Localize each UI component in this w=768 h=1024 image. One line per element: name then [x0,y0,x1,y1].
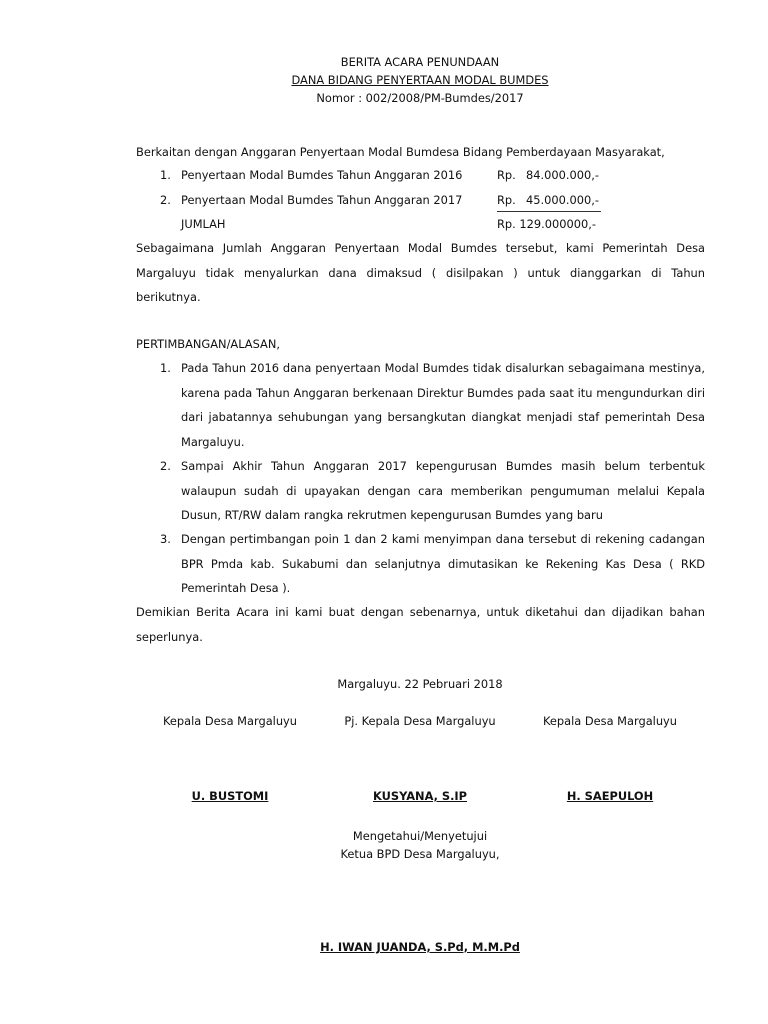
budget-item-number: 2. [160,193,171,207]
budget-item-amount: 45.000.000,- [526,193,599,207]
reason-number: 3. [160,532,171,546]
approval-line-1: Mengetahui/Menyetujui [352,829,488,843]
title-line-1: BERITA ACARA PENUNDAAN [340,55,500,69]
budget-item-number: 1. [160,168,171,182]
closing-paragraph: Demikian Berita Acara ini kami buat dengan sebenarnya, untuk diketahui dan dijadikan bahan seperlunya. [136,605,705,644]
intro-text: Berkaitan dengan Anggaran Penyertaan Modal Bumdesa Bidang Pemberdayaan Masyarakat, [136,145,665,159]
approval-signatory-name: H. IWAN JUANDA, S.Pd, M.M.Pd [320,940,520,954]
title-line-2: DANA BIDANG PENYERTAAN MODAL BUMDES [291,73,549,87]
reason-number: 1. [160,361,171,375]
budget-item-label: Penyertaan Modal Bumdes Tahun Anggaran 2017 [181,193,463,207]
budget-item-label: Penyertaan Modal Bumdes Tahun Anggaran 2016 [181,168,463,182]
signatory-title: Kepala Desa Margaluyu [542,714,678,728]
signatory-title: Pj. Kepala Desa Margaluyu [344,714,496,728]
place-date: Margaluyu. 22 Pebruari 2018 [337,677,503,691]
signatory-title: Kepala Desa Margaluyu [162,714,298,728]
approval-line-2: Ketua BPD Desa Margaluyu, [340,847,500,861]
budget-item-currency: Rp. [497,193,516,207]
reason-number: 2. [160,459,171,473]
reason-text: Sampai Akhir Tahun Anggaran 2017 kepengurusan Bumdes masih belum terbentuk walaupun sudah di upayakan dengan cara memberikan pengumuman melalui Kepala Dusun, RT/RW dalam rangka rekrutmen kepengurusan Bumdes yang baru [181,459,705,522]
reasons-heading: PERTIMBANGAN/ALASAN, [136,337,280,351]
total-label: JUMLAH [181,217,226,231]
budget-item-currency: Rp. [497,168,516,182]
reason-text: Dengan pertimbangan poin 1 dan 2 kami menyimpan dana tersebut di rekening cadangan BPR Pmda kab. Sukabumi dan selanjutnya dimutasikan ke Rekening Kas Desa ( RKD Pemerintah Desa ). [181,532,705,595]
signatory-name: U. BUSTOMI [191,789,269,803]
statement-paragraph: Sebagaimana Jumlah Anggaran Penyertaan Modal Bumdes tersebut, kami Pemerintah Desa Margaluyu tidak menyalurkan dana dimaksud ( disilpakan ) untuk dianggarkan di Tahun berikutnya. [136,241,705,304]
budget-item-amount: 84.000.000,- [526,168,599,182]
sum-divider [497,211,601,212]
reason-text: Pada Tahun 2016 dana penyertaan Modal Bumdes tidak disalurkan sebagaimana mestinya, karena pada Tahun Anggaran berkenaan Direktur Bumdes pada saat itu mengundurkan diri dari jabatannya sehubungan yang bersangkutan diangkat menjadi staf pemerintah Desa Margaluyu. [181,361,705,449]
signatory-name: KUSYANA, S.IP [372,789,468,803]
signatory-name: H. SAEPULOH [566,789,654,803]
total-value: Rp. 129.000000,- [497,217,596,231]
document-number: Nomor : 002/2008/PM-Bumdes/2017 [316,91,524,105]
